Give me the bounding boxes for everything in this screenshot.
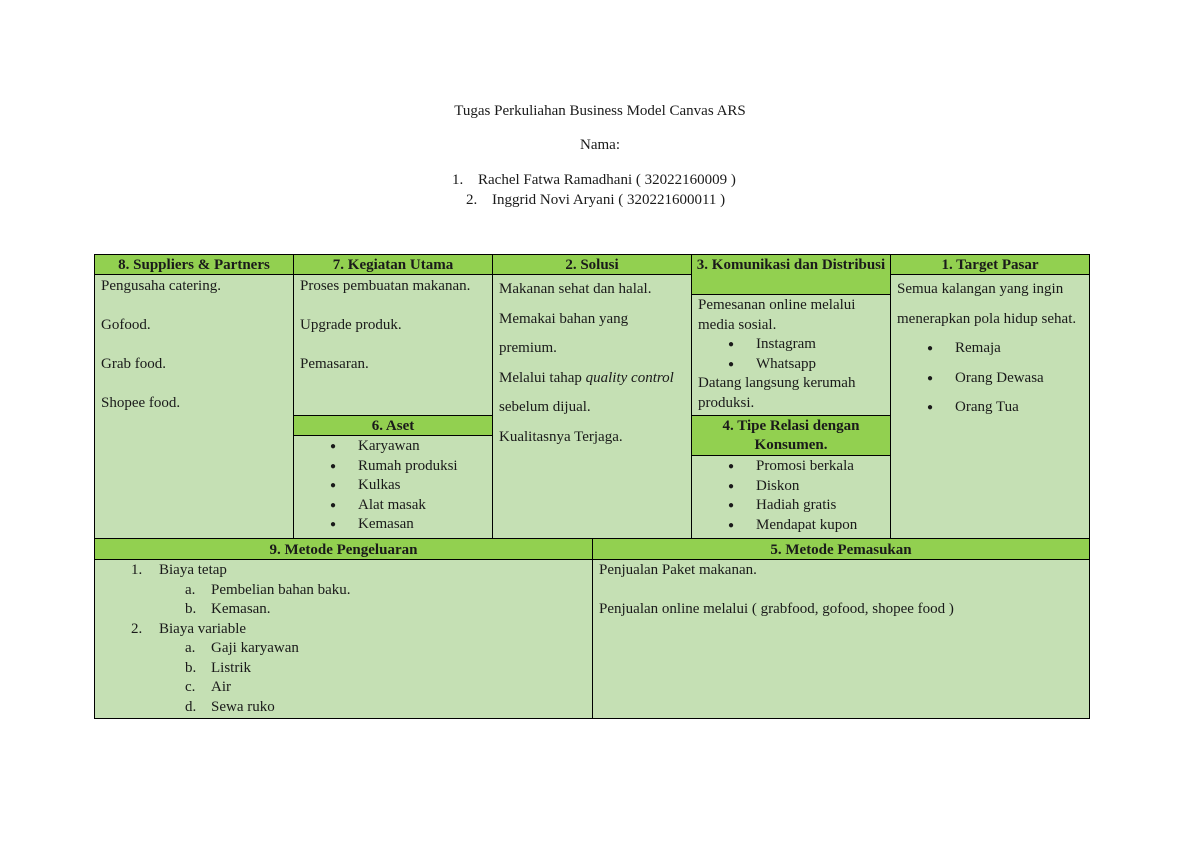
solusi-item: Makanan sehat dan halal. <box>499 281 652 297</box>
relasi-item: ● Hadiah gratis <box>698 496 884 516</box>
member-item: 1. Rachel Fatwa Ramadhani ( 32022160009 ) <box>452 172 736 188</box>
suppliers-header: 8. Suppliers & Partners <box>94 254 294 275</box>
business-model-canvas <box>94 254 1090 719</box>
kegiatan-cell <box>293 274 493 416</box>
pengeluaran-item: b. Kemasan. <box>185 601 271 617</box>
pengeluaran-group: 1. Biaya tetap <box>131 562 227 578</box>
document-title: Tugas Perkuliahan Business Model Canvas ARS <box>454 103 746 119</box>
relasi-item: ● Promosi berkala <box>698 457 884 477</box>
solusi-item: Melalui tahap quality control sebelum dijual. <box>499 369 674 415</box>
target-intro: Semua kalangan yang ingin menerapkan pola hidup sehat. <box>897 281 1077 327</box>
member-list <box>452 170 736 210</box>
aset-item: ● Alat masak <box>300 496 486 516</box>
supplier-item: Pengusaha catering. <box>101 278 221 294</box>
relasi-item: ● Diskon <box>698 477 884 497</box>
suppliers-cell <box>94 274 294 539</box>
supplier-item: Gofood. <box>101 317 151 333</box>
aset-item: ● Rumah produksi <box>300 457 486 477</box>
pengeluaran-item: a. Pembelian bahan baku. <box>185 581 351 598</box>
komunikasi-cell <box>691 294 891 416</box>
kegiatan-item: Upgrade produk. <box>300 317 402 333</box>
relasi-cell <box>691 455 891 539</box>
pengeluaran-group: 2. Biaya variable <box>131 620 247 637</box>
pengeluaran-header: 9. Metode Pengeluaran <box>94 538 593 560</box>
supplier-item: Shopee food. <box>101 395 181 411</box>
solusi-item: Memakai bahan yang premium. <box>499 310 629 356</box>
pengeluaran-item: b. Listrik <box>185 659 251 676</box>
pemasukan-header: 5. Metode Pemasukan <box>592 538 1090 560</box>
target-item: ● Orang Dewasa <box>897 364 1083 394</box>
aset-header: 6. Aset <box>293 415 493 436</box>
aset-item: ● Karyawan <box>300 437 486 457</box>
pengeluaran-item: c. Air <box>185 679 231 695</box>
solusi-header: 2. Solusi <box>492 254 692 275</box>
nama-label: Nama: <box>580 137 620 153</box>
solusi-item: Kualitasnya Terjaga. <box>499 428 623 445</box>
kegiatan-header: 7. Kegiatan Utama <box>293 254 493 275</box>
pengeluaran-cell <box>94 559 593 719</box>
aset-item: ● Kemasan <box>300 515 486 535</box>
pemasukan-item: Penjualan online melalui ( grabfood, gofood, shopee food ) <box>599 601 954 617</box>
pengeluaran-item: d. Sewa ruko <box>185 698 275 715</box>
komunikasi-header: 3. Komunikasi dan Distribusi <box>691 254 891 295</box>
kegiatan-item: Pemasaran. <box>300 356 369 372</box>
target-cell <box>890 274 1090 539</box>
pemasukan-cell <box>592 559 1090 719</box>
komunikasi-item: ● Instagram <box>698 335 884 355</box>
pemasukan-item: Penjualan Paket makanan. <box>599 562 757 578</box>
pengeluaran-item: a. Gaji karyawan <box>185 640 299 656</box>
target-item: ● Orang Tua <box>897 393 1083 423</box>
member-item: 2. Inggrid Novi Aryani ( 320221600011 ) <box>466 192 726 208</box>
komunikasi-intro: Pemesanan online melalui media sosial. <box>698 297 856 333</box>
aset-cell <box>293 435 493 539</box>
relasi-header: 4. Tipe Relasi dengan Konsumen. <box>691 415 891 456</box>
kegiatan-item: Proses pembuatan makanan. <box>300 278 471 294</box>
target-header: 1. Target Pasar <box>890 254 1090 275</box>
komunikasi-item: ● Whatsapp <box>698 355 884 375</box>
relasi-item: ● Mendapat kupon <box>698 516 884 536</box>
komunikasi-outro: Datang langsung kerumah produksi. <box>698 375 856 411</box>
supplier-item: Grab food. <box>101 356 166 372</box>
aset-item: ● Kulkas <box>300 476 486 496</box>
target-item: ● Remaja <box>897 334 1083 364</box>
solusi-cell <box>492 274 692 539</box>
